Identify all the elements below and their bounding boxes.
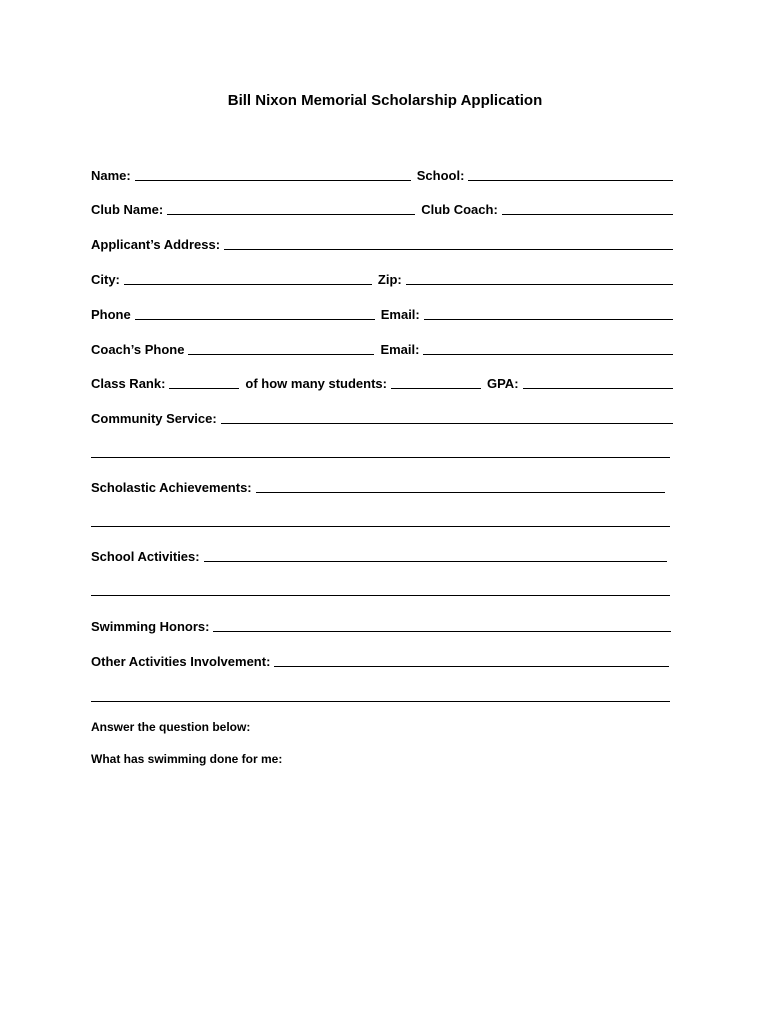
swimming-honors-row xyxy=(91,617,671,635)
other-activities-extra-line[interactable] xyxy=(91,701,670,702)
form-title: Bill Nixon Memorial Scholarship Application xyxy=(227,92,543,109)
essay-question: What has swimming done for me: xyxy=(91,752,283,766)
scholastic-label: Scholastic Achievements: xyxy=(91,480,252,495)
name-field[interactable] xyxy=(135,180,411,181)
coach-phone-label: Coach’s Phone xyxy=(91,342,185,357)
club-coach-field[interactable] xyxy=(502,214,673,215)
phone-field[interactable] xyxy=(135,319,375,320)
school-activities-row xyxy=(91,547,667,565)
city-zip-row xyxy=(91,270,673,288)
gpa-label: GPA: xyxy=(486,376,519,391)
name-label: Name: xyxy=(91,168,131,183)
phone-label: Phone xyxy=(91,307,131,322)
club-name-field[interactable] xyxy=(167,214,415,215)
of-how-many-label: of how many students: xyxy=(245,376,387,391)
phone-email-row xyxy=(91,305,673,323)
club-coach-label: Club Coach: xyxy=(421,202,498,217)
school-activities-extra-line[interactable] xyxy=(91,595,670,596)
coach-email-label: Email: xyxy=(380,342,420,357)
zip-label: Zip: xyxy=(377,272,402,287)
name-school-row xyxy=(91,166,673,184)
swimming-honors-label: Swimming Honors: xyxy=(91,619,210,634)
club-row xyxy=(91,200,673,218)
address-label: Applicant’s Address: xyxy=(91,237,221,252)
scholastic-row xyxy=(91,478,665,496)
community-service-field[interactable] xyxy=(221,423,673,424)
rank-gpa-row xyxy=(91,374,673,392)
other-activities-label: Other Activities Involvement: xyxy=(91,654,271,669)
community-service-extra-line[interactable] xyxy=(91,457,670,458)
students-count-field[interactable] xyxy=(391,388,481,389)
school-activities-field[interactable] xyxy=(204,561,667,562)
swimming-honors-field[interactable] xyxy=(213,631,671,632)
other-activities-field[interactable] xyxy=(274,666,669,667)
community-service-label: Community Service: xyxy=(91,411,217,426)
coach-phone-field[interactable] xyxy=(188,354,374,355)
scholastic-field[interactable] xyxy=(256,492,665,493)
instructions-text: Answer the question below: xyxy=(91,720,251,734)
other-activities-row xyxy=(91,652,669,670)
email-label: Email: xyxy=(380,307,420,322)
zip-field[interactable] xyxy=(406,284,673,285)
email-field[interactable] xyxy=(424,319,673,320)
scholastic-extra-line[interactable] xyxy=(91,526,670,527)
gpa-field[interactable] xyxy=(523,388,673,389)
school-field[interactable] xyxy=(468,180,673,181)
class-rank-field[interactable] xyxy=(169,388,239,389)
class-rank-label: Class Rank: xyxy=(91,376,166,391)
school-activities-label: School Activities: xyxy=(91,549,200,564)
address-field[interactable] xyxy=(224,249,673,250)
address-row xyxy=(91,235,673,253)
school-label: School: xyxy=(416,168,465,183)
city-field[interactable] xyxy=(124,284,372,285)
coach-contact-row xyxy=(91,340,673,358)
club-name-label: Club Name: xyxy=(91,202,164,217)
city-label: City: xyxy=(91,272,120,287)
community-service-row xyxy=(91,409,673,427)
coach-email-field[interactable] xyxy=(423,354,673,355)
